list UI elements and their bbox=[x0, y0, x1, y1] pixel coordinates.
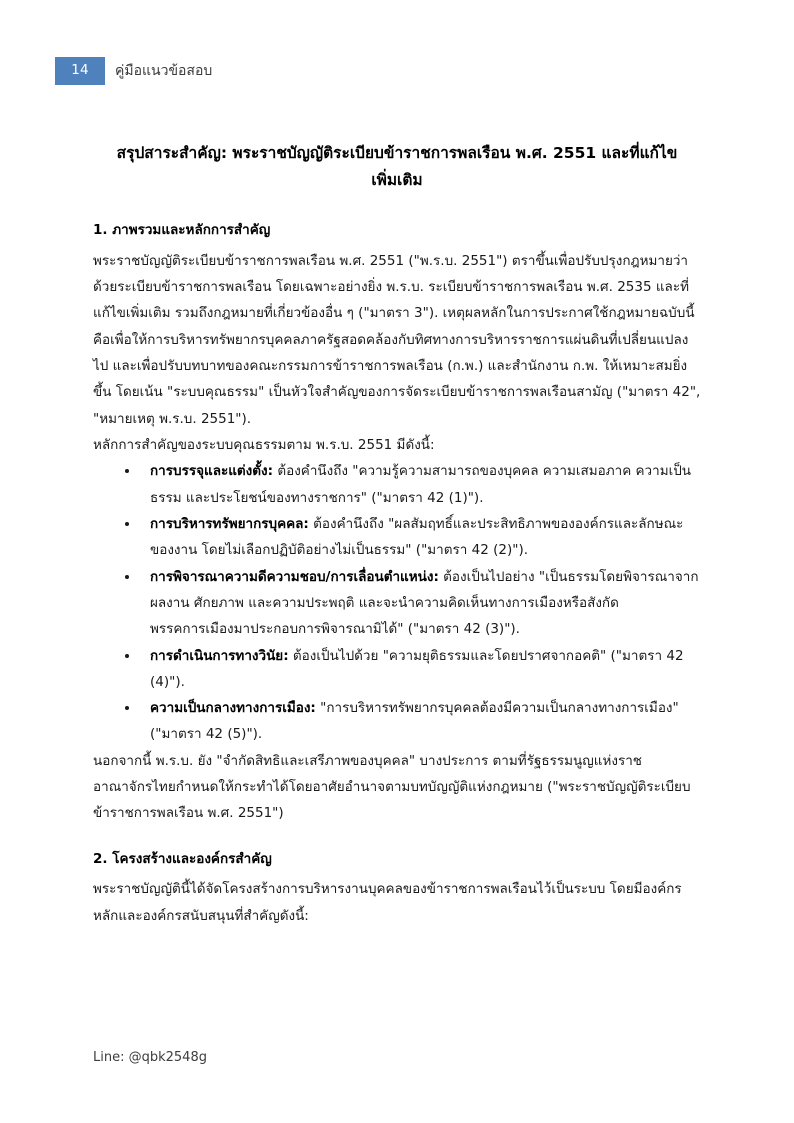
section-2-paragraph-1: พระราชบัญญัตินี้ได้จัดโครงสร้างการบริหารงานบุคคลของข้าราชการพลเรือนไว้เป็นระบบ โดยมีองค์กรหลักและองค์กรสนับสนุนที่สำคัญดังนี้: bbox=[93, 881, 682, 924]
list-item bbox=[93, 564, 701, 643]
principles-list bbox=[93, 458, 701, 747]
list-item-lead: การบรรจุและแต่งตั้ง: bbox=[150, 463, 274, 480]
list-item-text: ต้องเป็นไปอย่าง "เป็นธรรมโดยพิจารณาจากผลงาน ศักยภาพ และความประพฤติ และจะนำความคิดเห็นทางการเมืองหรือสังกัดพรรคการเมืองมาประกอบการพิจารณามิได้" ("มาตรา 42 (3)"). bbox=[150, 568, 699, 638]
section-spacer bbox=[93, 827, 701, 849]
list-item-text: ต้องคำนึงถึง "ความรู้ความสามารถของบุคคล ความเสมอภาค ความเป็นธรรม และประโยชน์ของทางราชการ" ("มาตรา 42 (1)"). bbox=[150, 463, 692, 506]
list-item bbox=[93, 643, 701, 696]
list-item bbox=[93, 695, 701, 748]
page-number-badge: 14 bbox=[55, 57, 105, 85]
list-item-text: "การบริหารทรัพยากรบุคคลต้องมีความเป็นกลางทางการเมือง" ("มาตรา 42 (5)"). bbox=[150, 700, 679, 743]
list-item-lead: การบริหารทรัพยากรบุคคล: bbox=[150, 515, 309, 532]
list-item-lead: การพิจารณาความดีความชอบ/การเลื่อนตำแหน่ง: bbox=[150, 568, 439, 585]
list-item bbox=[93, 458, 701, 511]
document-body bbox=[93, 140, 701, 929]
section-1-closing-paragraph: นอกจากนี้ พ.ร.บ. ยัง "จำกัดสิทธิและเสรีภาพของบุคคล" บางประการ ตามที่รัฐธรรมนูญแห่งราชอาณาจักรไทยกำหนดให้กระทำได้โดยอาศัยอำนาจตามบทบัญญัติแห่งกฎหมาย ("พระราชบัญญัติระเบียบข้าราชการพลเรือน พ.ศ. 2551") bbox=[93, 752, 691, 822]
list-item bbox=[93, 511, 701, 564]
list-item-lead: การดำเนินการทางวินัย: bbox=[150, 647, 289, 664]
running-header bbox=[0, 57, 794, 85]
page-title: สรุปสาระสำคัญ: พระราชบัญญัติระเบียบข้าราชการพลเรือน พ.ศ. 2551 และที่แก้ไขเพิ่มเติม bbox=[116, 144, 678, 190]
header-title: คู่มือแนวข้อสอบ bbox=[115, 63, 213, 79]
section-heading-1: 1. ภาพรวมและหลักการสำคัญ bbox=[93, 222, 271, 239]
section-heading-2: 2. โครงสร้างและองค์กรสำคัญ bbox=[93, 850, 272, 867]
footer-contact: Line: @qbk2548g bbox=[93, 1050, 207, 1065]
section-1-paragraph-1: พระราชบัญญัติระเบียบข้าราชการพลเรือน พ.ศ. 2551 ("พ.ร.บ. 2551") ตราขึ้นเพื่อปรับปรุงกฎหมายว่าด้วยระเบียบข้าราชการพลเรือน โดยเฉพาะอย่างยิ่ง พ.ร.บ. ระเบียบข้าราชการพลเรือน พ.ศ. 2535 และที่แก้ไขเพิ่มเติม รวมถึงกฎหมายที่เกี่ยวข้องอื่น ๆ ("มาตรา 3"). เหตุผลหลักในการประกาศใช้กฎหมายฉบับนี้คือเพื่อให้การบริหารทรัพยากรบุคคลภาครัฐสอดคล้องกับทิศทางการบริหารราชการแผ่นดินที่เปลี่ยนแปลงไป และเพื่อปรับบทบาทของคณะกรรมการข้าราชการพลเรือน (ก.พ.) และสำนักงาน ก.พ. ให้เหมาะสมยิ่งขึ้น โดยเน้น "ระบบคุณธรรม" เป็นหัวใจสำคัญของการจัดระเบียบข้าราชการพลเรือนสามัญ ("มาตรา 42", "หมายเหตุ พ.ร.บ. 2551"). bbox=[93, 252, 701, 427]
list-item-text: ต้องเป็นไปด้วย "ความยุติธรรมและโดยปราศจากอคติ" ("มาตรา 42 (4)"). bbox=[150, 647, 684, 690]
section-1-paragraph-2: หลักการสำคัญของระบบคุณธรรมตาม พ.ร.บ. 2551 มีดังนี้: bbox=[93, 437, 435, 454]
list-item-text: ต้องคำนึงถึง "ผลสัมฤทธิ์และประสิทธิภาพขององค์กรและลักษณะของงาน โดยไม่เลือกปฏิบัติอย่างไม่เป็นธรรม" ("มาตรา 42 (2)"). bbox=[150, 515, 684, 559]
list-item-lead: ความเป็นกลางทางการเมือง: bbox=[150, 700, 316, 717]
